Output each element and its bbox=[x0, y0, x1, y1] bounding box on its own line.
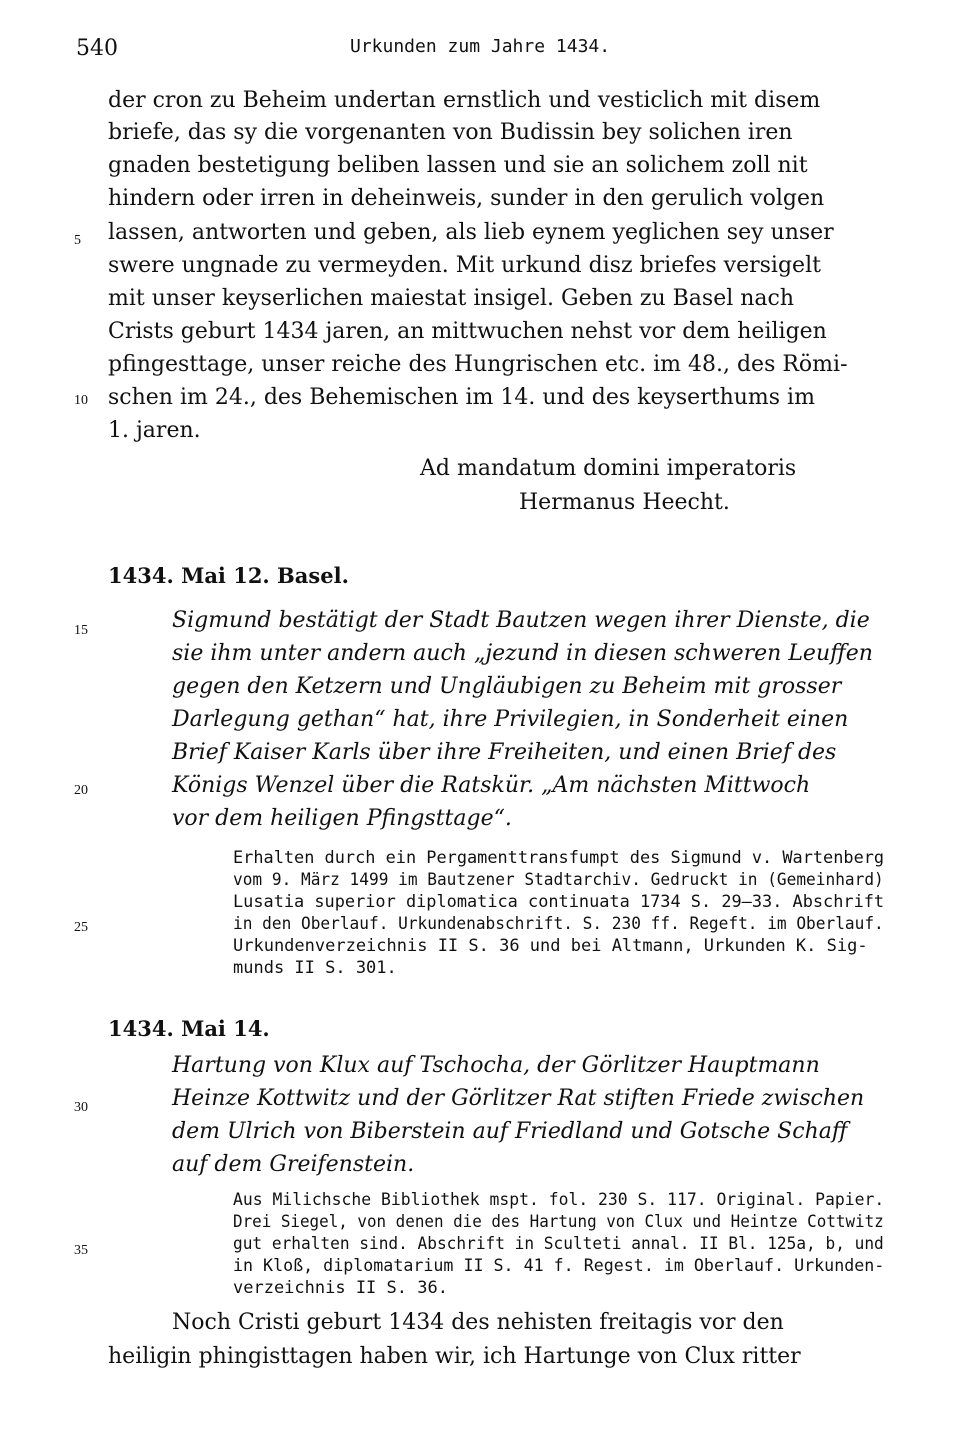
summary-line: gegen den Ketzern und Ungläubigen zu Beheim mit grosser bbox=[172, 674, 842, 699]
line-number: 5 bbox=[74, 233, 81, 248]
summary-line: dem Ulrich von Biberstein auf Friedland und Gotsche Schaff bbox=[172, 1119, 848, 1144]
text-line: der cron zu Beheim undertan ernstlich und vesticlich mit disem bbox=[108, 88, 821, 113]
text-line: mit unser keyserlichen maiestat insigel. Geben zu Basel nach bbox=[108, 286, 795, 311]
source-line: verzeichnis II S. 36. bbox=[233, 1278, 448, 1298]
summary-line: vor dem heiligen Pfingsttage“. bbox=[172, 806, 512, 831]
line-number: 20 bbox=[74, 783, 88, 798]
text-line: swere ungnade zu vermeyden. Mit urkund disz briefes versigelt bbox=[108, 253, 821, 278]
text-line: pfingesttage, unser reiche des Hungrischen etc. im 48., des Römi- bbox=[108, 352, 848, 377]
summary-line: Sigmund bestätigt der Stadt Bautzen wegen ihrer Dienste, die bbox=[172, 608, 870, 633]
summary-line: Heinze Kottwitz und der Görlitzer Rat stiften Friede zwischen bbox=[172, 1086, 865, 1111]
summary-line: auf dem Greifenstein. bbox=[172, 1152, 415, 1177]
summary-line: Brief Kaiser Karls über ihre Freiheiten, und einen Brief des bbox=[172, 740, 837, 765]
line-number: 10 bbox=[74, 393, 88, 408]
text-line: gnaden bestetigung beliben lassen und sie an solichem zoll nit bbox=[108, 153, 808, 178]
source-line: Aus Milichsche Bibliothek mspt. fol. 230 S. 117. Original. Papier. bbox=[233, 1190, 885, 1210]
line-number: 30 bbox=[74, 1100, 88, 1115]
line-number: 15 bbox=[74, 623, 88, 638]
line-number: 25 bbox=[74, 920, 88, 935]
source-line: Drei Siegel, von denen die des Hartung von Clux und Heintze Cottwitz bbox=[233, 1212, 884, 1232]
source-line: vom 9. März 1499 im Bautzener Stadtarchiv. Gedruckt in (Gemeinhard) bbox=[233, 870, 884, 890]
text-line: Crists geburt 1434 jaren, an mittwuchen nehst vor dem heiligen bbox=[108, 319, 827, 344]
signature-line: Hermanus Heecht. bbox=[519, 490, 730, 515]
source-line: gut erhalten sind. Abschrift in Sculteti annal. II Bl. 125a, b, und bbox=[233, 1234, 884, 1254]
entry-heading: 1434. Mai 12. Basel. bbox=[108, 563, 349, 588]
summary-line: Königs Wenzel über die Ratskür. „Am nächsten Mittwoch bbox=[172, 773, 811, 798]
page-number: 540 bbox=[76, 36, 118, 61]
summary-line: sie ihm unter andern auch „jezund in diesen schweren Leuffen bbox=[172, 641, 873, 666]
running-title: Urkunden zum Jahre 1434. bbox=[350, 36, 611, 57]
text-line: heiligin phingisttagen haben wir, ich Hartunge von Clux ritter bbox=[108, 1344, 801, 1369]
summary-line: Hartung von Klux auf Tschocha, der Görlitzer Hauptmann bbox=[172, 1053, 820, 1078]
text-line: Noch Cristi geburt 1434 des nehisten freitagis vor den bbox=[172, 1310, 784, 1335]
source-line: in Kloß, diplomatarium II S. 41 f. Regest. im Oberlauf. Urkunden- bbox=[233, 1256, 885, 1276]
text-line: briefe, das sy die vorgenanten von Budissin bey solichen iren bbox=[108, 120, 793, 145]
summary-line: Darlegung gethan“ hat, ihre Privilegien, in Sonderheit einen bbox=[172, 707, 849, 732]
entry-heading: 1434. Mai 14. bbox=[108, 1016, 270, 1041]
source-line: munds II S. 301. bbox=[233, 958, 397, 978]
text-line: lassen, antworten und geben, als lieb eynem yeglichen sey unser bbox=[108, 220, 834, 245]
source-line: Erhalten durch ein Pergamenttransfumpt des Sigmund v. Wartenberg bbox=[233, 848, 885, 868]
line-number: 35 bbox=[74, 1243, 88, 1258]
text-line: hindern oder irren in deheinweis, sunder in den gerulich volgen bbox=[108, 186, 825, 211]
signature-line: Ad mandatum domini imperatoris bbox=[420, 456, 797, 481]
source-line: Urkundenverzeichnis II S. 36 und bei Altmann, Urkunden K. Sig- bbox=[233, 936, 868, 956]
text-line: schen im 24., des Behemischen im 14. und des keyserthums im bbox=[108, 385, 815, 410]
source-line: in den Oberlauf. Urkundenabschrift. S. 230 ff. Regeft. im Oberlauf. bbox=[233, 914, 884, 934]
source-line: Lusatia superior diplomatica continuata 1734 S. 29—33. Abschrift bbox=[233, 892, 885, 912]
text-line: 1. jaren. bbox=[108, 418, 201, 443]
